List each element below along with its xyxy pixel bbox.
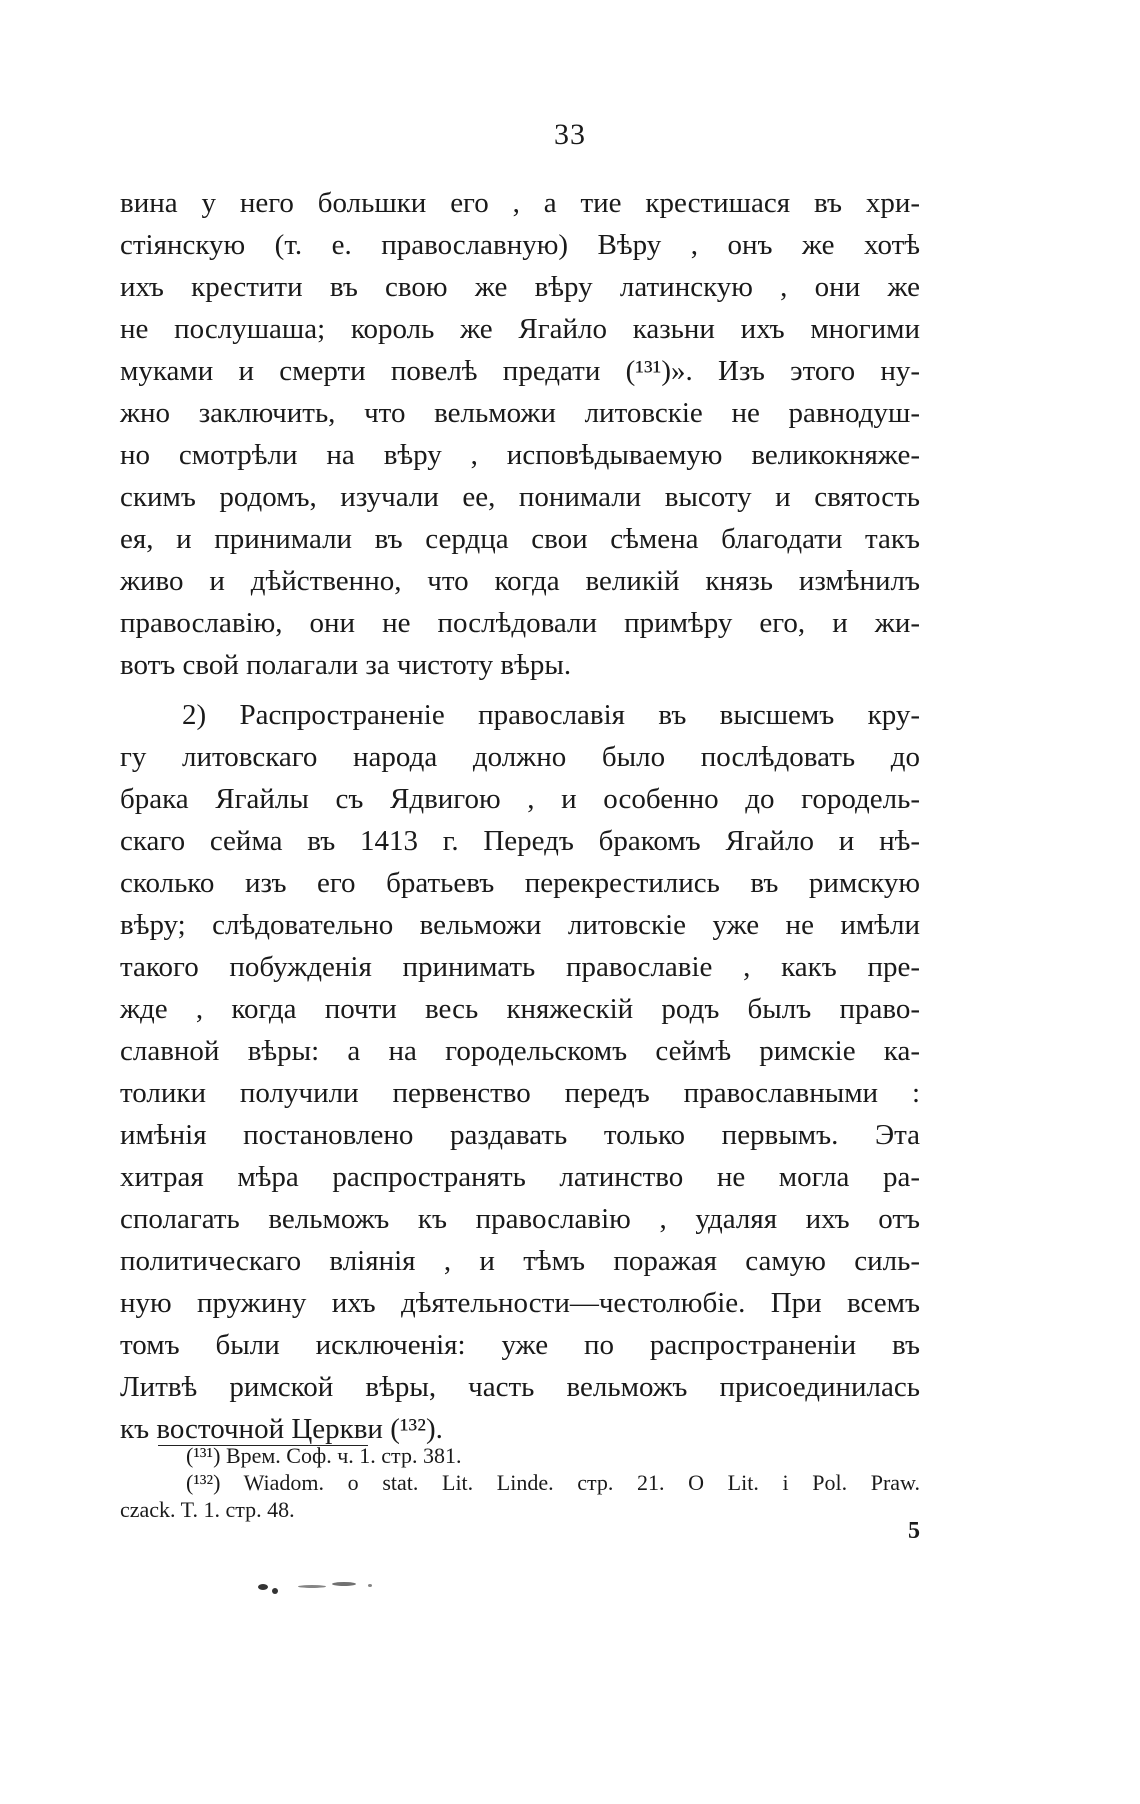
text-line: ную пружину ихъ дѣятельности—честолюбiе. При всемъ bbox=[120, 1287, 920, 1319]
text-line: жно заключить, что вельможи литовскiе не равнодуш- bbox=[120, 397, 920, 429]
text-line: ея, и принимали въ сердца свои сѣмена благодати такъ bbox=[120, 523, 920, 555]
text-line: 2) Распространенiе православiя въ высшемъ кру- bbox=[182, 699, 920, 731]
text-line: гу литовскаго народа должно было послѣдовать до bbox=[120, 741, 920, 773]
footnote-131: (¹³¹) Врем. Соф. ч. 1. стр. 381. bbox=[186, 1443, 462, 1468]
footnote-132-continuation: czack. T. 1. стр. 48. bbox=[120, 1497, 295, 1522]
footnotes bbox=[120, 1442, 920, 1523]
text-line: политическаго влiянiя , и тѣмъ поражая самую силь- bbox=[120, 1245, 920, 1277]
text-line: жде , когда почти весь княжескiй родъ былъ право- bbox=[120, 993, 920, 1025]
text-line: стiянскую (т. е. православную) Вѣру , онъ же хотѣ bbox=[120, 229, 920, 261]
page-number: 33 bbox=[554, 118, 586, 151]
text-line: толики получили первенство передъ православными : bbox=[120, 1077, 920, 1109]
text-line: скаго сейма въ 1413 г. Передъ бракомъ Ягайло и нѣ- bbox=[120, 825, 920, 857]
text-line: къ восточной Церкви (¹³²). bbox=[120, 1413, 443, 1445]
text-line: хитрая мѣра распространять латинство не могла ра- bbox=[120, 1161, 920, 1193]
printer-signature-mark: 5 bbox=[908, 1518, 920, 1544]
footnote-132: (¹³²) Wiadom. o stat. Lit. Linde. стр. 21. O Lit. i Pol. Praw. bbox=[186, 1470, 920, 1495]
body-text bbox=[120, 182, 920, 1450]
text-line: но смотрѣли на вѣру , исповѣдываемую великокняже- bbox=[120, 439, 920, 471]
text-line: вѣру; слѣдовательно вельможи литовскiе уже не имѣли bbox=[120, 909, 920, 941]
text-line: сколько изъ его братьевъ перекрестились въ римскую bbox=[120, 867, 920, 899]
text-line: живо и дѣйственно, что когда великiй князь измѣнилъ bbox=[120, 565, 920, 597]
ink-smudge bbox=[258, 1580, 388, 1596]
text-line: томъ были исключенiя: уже по распространенiи въ bbox=[120, 1329, 920, 1361]
text-line: православiю, они не послѣдовали примѣру его, и жи- bbox=[120, 607, 920, 639]
text-line: имѣнiя постановлено раздавать только первымъ. Эта bbox=[120, 1119, 920, 1151]
text-line: брака Ягайлы съ Ядвигою , и особенно до городель- bbox=[120, 783, 920, 815]
text-line: вина у него большки его , а тие крестишася въ хри- bbox=[120, 187, 920, 219]
text-line: такого побужденiя принимать православiе , какъ пре- bbox=[120, 951, 920, 983]
text-line: Литвѣ римской вѣры, часть вельможъ присоединилась bbox=[120, 1371, 920, 1403]
text-line: скимъ родомъ, изучали ее, понимали высоту и святость bbox=[120, 481, 920, 513]
text-line: вотъ свой полагали за чистоту вѣры. bbox=[120, 649, 572, 681]
text-line: муками и смерти повелѣ предати (¹³¹)». Изъ этого ну- bbox=[120, 355, 920, 387]
text-line: славной вѣры: а на городельскомъ сеймѣ римскiе ка- bbox=[120, 1035, 920, 1067]
text-line: сполагать вельможъ къ православiю , удаляя ихъ отъ bbox=[120, 1203, 920, 1235]
paragraph-gap bbox=[120, 686, 920, 694]
text-line: ихъ крестити въ свою же вѣру латинскую , они же bbox=[120, 271, 920, 303]
text-line: не послушаша; король же Ягайло казьни ихъ многими bbox=[120, 313, 920, 345]
